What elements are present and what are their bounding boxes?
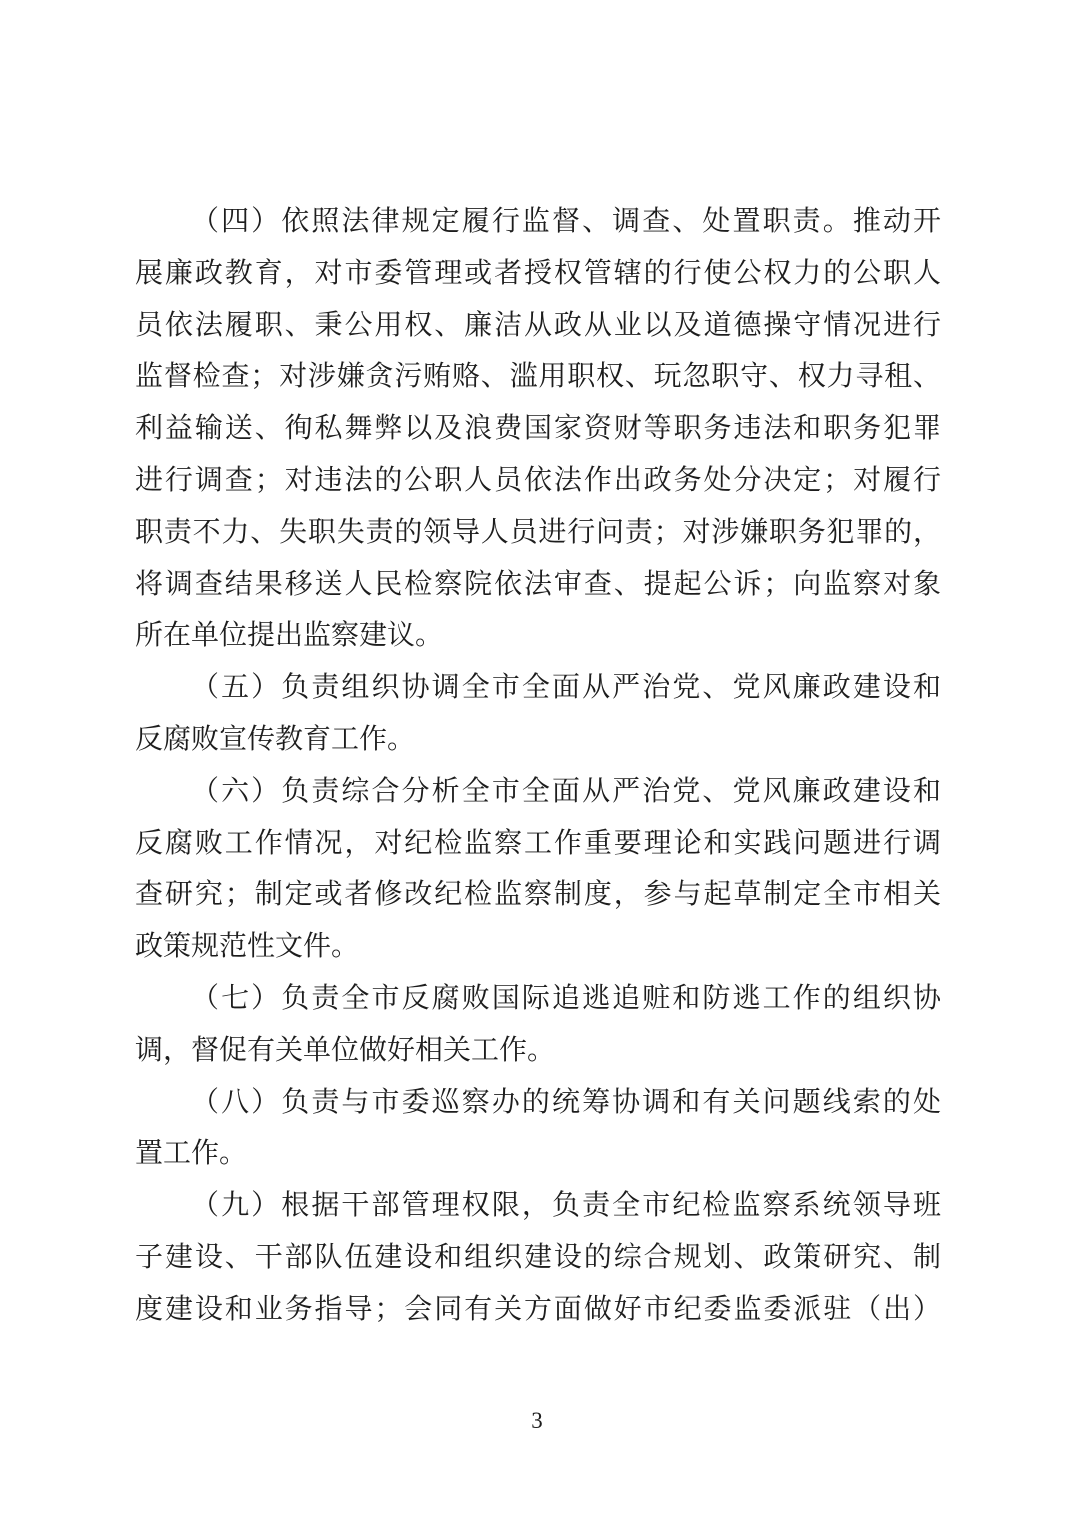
text-line: 政策规范性文件。 bbox=[135, 931, 360, 963]
text-line: 度建设和业务指导；会同有关方面做好市纪委监委派驻（出） bbox=[135, 1293, 941, 1325]
text-line: 子建设、干部队伍建设和组织建设的综合规划、政策研究、制 bbox=[135, 1241, 941, 1273]
text-line: （九）根据干部管理权限，负责全市纪检监察系统领导班 bbox=[191, 1190, 941, 1222]
text-line: 置工作。 bbox=[135, 1138, 248, 1170]
text-line: 展廉政教育，对市委管理或者授权管辖的行使公权力的公职人 bbox=[135, 257, 941, 289]
paragraph-item-5 bbox=[135, 662, 941, 766]
paragraph-item-4 bbox=[135, 196, 941, 662]
text-line: （六）负责综合分析全市全面从严治党、党风廉政建设和 bbox=[191, 775, 941, 807]
document-body bbox=[135, 196, 941, 1336]
text-line: 利益输送、徇私舞弊以及浪费国家资财等职务违法和职务犯罪 bbox=[135, 413, 941, 445]
text-line: 监督检查；对涉嫌贪污贿赂、滥用职权、玩忽职守、权力寻租、 bbox=[135, 361, 941, 393]
text-line: 查研究；制定或者修改纪检监察制度，参与起草制定全市相关 bbox=[135, 879, 941, 911]
text-line: （七）负责全市反腐败国际追逃追赃和防逃工作的组织协 bbox=[191, 982, 941, 1014]
text-line: （四）依照法律规定履行监督、调查、处置职责。推动开 bbox=[191, 206, 941, 237]
text-line: 职责不力、失职失责的领导人员进行问责；对涉嫌职务犯罪的， bbox=[135, 516, 941, 548]
text-line: 将调查结果移送人民检察院依法审查、提起公诉；向监察对象 bbox=[135, 568, 941, 600]
paragraph-item-8 bbox=[135, 1077, 941, 1181]
page-number: 3 bbox=[531, 1408, 543, 1433]
text-line: （五）负责组织协调全市全面从严治党、党风廉政建设和 bbox=[191, 672, 941, 704]
text-line: 所在单位提出监察建议。 bbox=[135, 620, 444, 652]
text-line: 调，督促有关单位做好相关工作。 bbox=[135, 1034, 556, 1066]
text-line: 反腐败工作情况，对纪检监察工作重要理论和实践问题进行调 bbox=[135, 827, 941, 859]
text-line: 进行调查；对违法的公职人员依法作出政务处分决定；对履行 bbox=[135, 464, 941, 496]
text-line: 员依法履职、秉公用权、廉洁从政从业以及道德操守情况进行 bbox=[135, 309, 941, 341]
paragraph-item-7 bbox=[135, 973, 941, 1077]
paragraph-item-6 bbox=[135, 766, 941, 973]
text-line: 反腐败宣传教育工作。 bbox=[135, 723, 416, 755]
text-line: （八）负责与市委巡察办的统筹协调和有关问题线索的处 bbox=[191, 1086, 941, 1118]
paragraph-item-9 bbox=[135, 1180, 941, 1335]
